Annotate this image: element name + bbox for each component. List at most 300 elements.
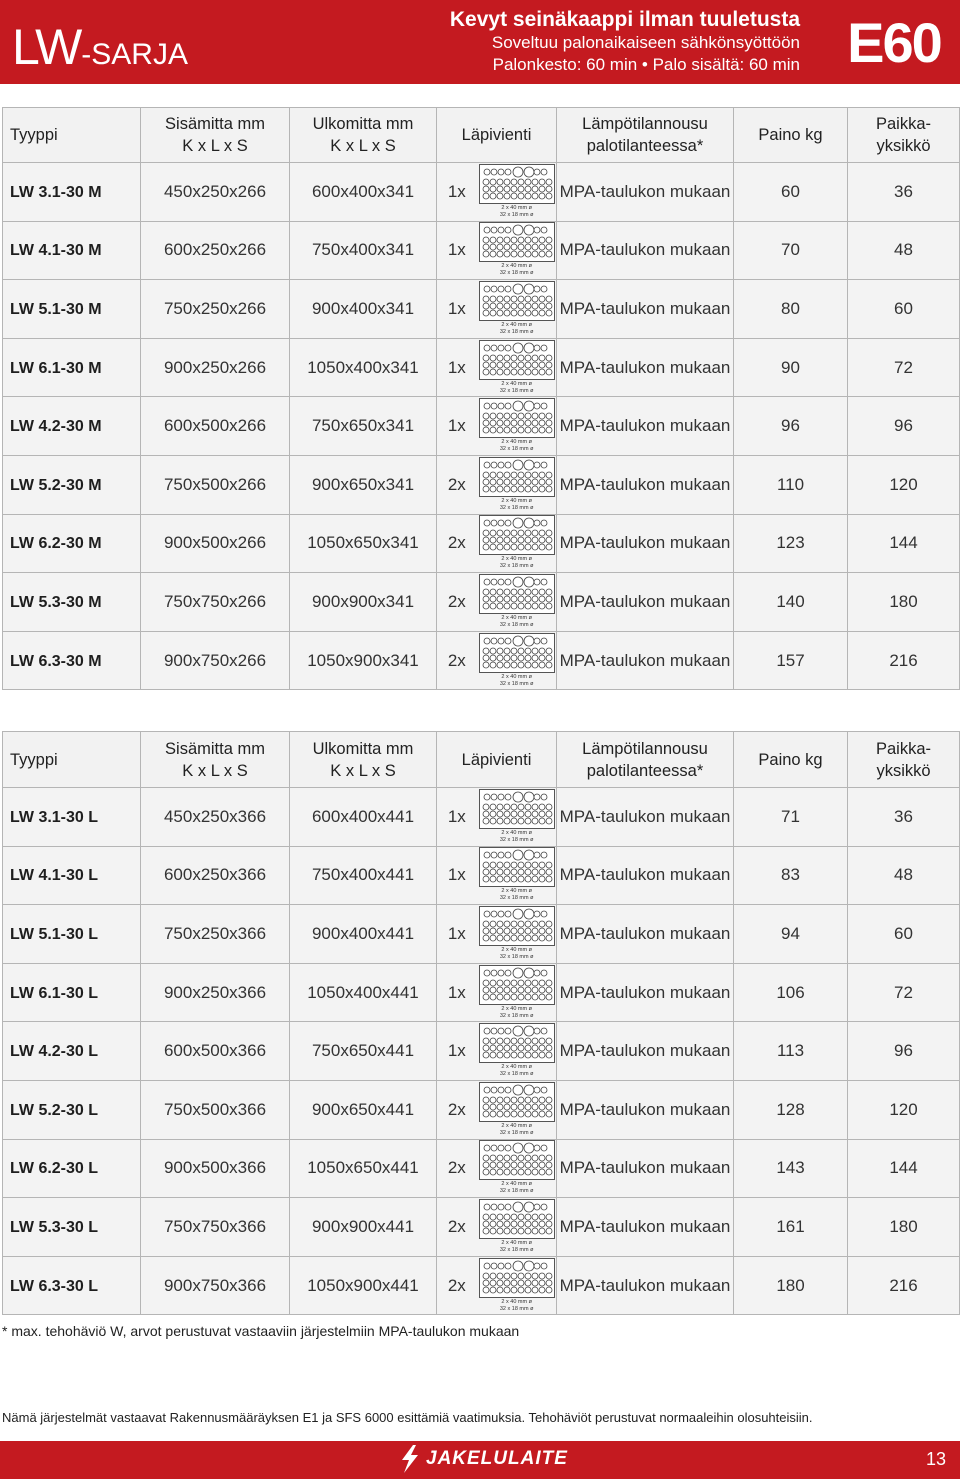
table-row xyxy=(3,846,960,905)
cell-type xyxy=(3,905,141,964)
lapivienti-wrap xyxy=(437,1258,556,1314)
lapivienti-count: 2x xyxy=(447,1275,466,1295)
lapivienti-wrap xyxy=(437,164,556,220)
lapivienti-count: 1x xyxy=(447,806,466,826)
lapivienti-wrap xyxy=(437,633,556,689)
cable-entry-plate-icon xyxy=(479,281,555,321)
plate-label-large: 2 x 40 mm ø xyxy=(501,497,532,504)
plate-label-large: 2 x 40 mm ø xyxy=(501,1122,532,1129)
cell-weight: 70 xyxy=(734,221,848,280)
cell-weight: 143 xyxy=(734,1139,848,1198)
cell-inner-dimensions: 750x750x266 xyxy=(141,573,290,632)
cell-unit-count: 120 xyxy=(848,455,960,514)
type-code: LW 3.1-30 L xyxy=(10,808,99,826)
cell-temperature-rise: MPA-taulukon mukaan xyxy=(557,455,734,514)
cell-temperature-rise: MPA-taulukon mukaan xyxy=(557,631,734,690)
plate-label-large: 2 x 40 mm ø xyxy=(501,888,532,895)
cable-entry-plate xyxy=(477,398,556,454)
plate-label-small: 32 x 18 mm ø xyxy=(499,446,534,453)
lapivienti-count: 2x xyxy=(447,591,466,611)
cell-type xyxy=(3,1256,141,1315)
cell-inner-dimensions: 900x250x266 xyxy=(141,338,290,397)
table-row xyxy=(3,455,960,514)
table-row xyxy=(3,1139,960,1198)
product-heading: Kevyt seinäkaappi ilman tuuletusta xyxy=(449,8,800,31)
col-outer-unit: K x L x S xyxy=(330,761,396,780)
cable-entry-plate-icon xyxy=(479,515,555,555)
lapivienti-count: 1x xyxy=(447,865,466,885)
table-row xyxy=(3,1022,960,1081)
lapivienti-wrap xyxy=(437,457,556,513)
cell-temperature-rise: MPA-taulukon mukaan xyxy=(557,963,734,1022)
cable-entry-plate xyxy=(477,281,556,337)
class-block xyxy=(828,0,960,84)
col-weight-label: Paino kg xyxy=(758,750,823,769)
plate-label-small: 32 x 18 mm ø xyxy=(499,680,534,687)
lapivienti-count: 1x xyxy=(447,982,466,1002)
cell-outer-dimensions: 900x650x341 xyxy=(290,455,437,514)
cell-weight: 140 xyxy=(734,573,848,632)
type-code: LW 6.1-30 L xyxy=(10,984,99,1002)
cell-inner-dimensions: 900x250x366 xyxy=(141,963,290,1022)
cell-lapivienti xyxy=(437,455,557,514)
cell-temperature-rise: MPA-taulukon mukaan xyxy=(557,280,734,339)
spec-table-m xyxy=(2,107,960,690)
plate-label-small: 32 x 18 mm ø xyxy=(499,1246,534,1253)
col-unit-label: Paikka- xyxy=(875,739,932,758)
plate-label-small: 32 x 18 mm ø xyxy=(499,504,534,511)
cell-outer-dimensions: 600x400x441 xyxy=(290,788,437,847)
cell-lapivienti xyxy=(437,280,557,339)
type-code: LW 5.2-30 M xyxy=(10,476,102,494)
col-inner-unit: K x L x S xyxy=(182,761,248,780)
plate-label-small: 32 x 18 mm ø xyxy=(499,895,534,902)
plate-label-small: 32 x 18 mm ø xyxy=(499,270,534,277)
plate-label-large: 2 x 40 mm ø xyxy=(501,439,532,446)
lapivienti-wrap xyxy=(437,965,556,1021)
cell-type xyxy=(3,455,141,514)
type-code: LW 5.3-30 M xyxy=(10,593,102,611)
cable-entry-plate xyxy=(477,457,556,513)
cell-outer-dimensions: 900x900x441 xyxy=(290,1198,437,1257)
plate-label-small: 32 x 18 mm ø xyxy=(499,211,534,218)
cell-unit-count: 60 xyxy=(848,905,960,964)
lapivienti-wrap xyxy=(437,1199,556,1255)
cell-temperature-rise: MPA-taulukon mukaan xyxy=(557,163,734,222)
plate-label-large: 2 x 40 mm ø xyxy=(501,829,532,836)
logo-text: JAKELULAITE xyxy=(426,1448,568,1469)
table-note: * max. tehohäviö W, arvot perustuvat vastaaviin järjestelmiin MPA-taulukon mukaan xyxy=(2,1323,520,1339)
cell-inner-dimensions: 900x750x266 xyxy=(141,631,290,690)
plate-label-large: 2 x 40 mm ø xyxy=(501,1005,532,1012)
product-subtitle-2: Palonkesto: 60 min • Palo sisältä: 60 min xyxy=(492,55,800,74)
cell-inner-dimensions: 900x750x366 xyxy=(141,1256,290,1315)
cell-temperature-rise: MPA-taulukon mukaan xyxy=(557,1080,734,1139)
cell-inner-dimensions: 750x250x266 xyxy=(141,280,290,339)
company-logo xyxy=(398,1445,568,1473)
lapivienti-count: 1x xyxy=(447,1041,466,1061)
cell-inner-dimensions: 750x500x266 xyxy=(141,455,290,514)
cell-temperature-rise: MPA-taulukon mukaan xyxy=(557,573,734,632)
col-outer-label: Ulkomitta mm xyxy=(312,115,414,133)
cable-entry-plate-icon xyxy=(479,789,555,829)
table-row xyxy=(3,573,960,632)
table-row xyxy=(3,514,960,573)
cell-weight: 113 xyxy=(734,1022,848,1081)
cable-entry-plate xyxy=(477,965,556,1021)
cell-type xyxy=(3,846,141,905)
cable-entry-plate xyxy=(477,164,556,220)
lapivienti-count: 2x xyxy=(447,533,466,553)
cable-entry-plate xyxy=(477,222,556,278)
cell-lapivienti xyxy=(437,397,557,456)
plate-label-large: 2 x 40 mm ø xyxy=(501,1239,532,1246)
col-temp-label-2: palotilanteessa* xyxy=(586,761,704,780)
table-row xyxy=(3,963,960,1022)
type-code: LW 5.2-30 L xyxy=(10,1101,99,1119)
series-title xyxy=(12,18,188,76)
cable-entry-plate-icon xyxy=(479,340,555,380)
plate-label-large: 2 x 40 mm ø xyxy=(501,263,532,270)
cable-entry-plate-icon xyxy=(479,906,555,946)
table-row xyxy=(3,163,960,222)
cell-unit-count: 72 xyxy=(848,338,960,397)
cell-inner-dimensions: 600x500x366 xyxy=(141,1022,290,1081)
lightning-logo-icon xyxy=(398,1445,422,1473)
cell-unit-count: 96 xyxy=(848,1022,960,1081)
cell-lapivienti xyxy=(437,514,557,573)
cell-temperature-rise: MPA-taulukon mukaan xyxy=(557,1198,734,1257)
cell-outer-dimensions: 1050x900x341 xyxy=(290,631,437,690)
cell-type xyxy=(3,514,141,573)
lapivienti-count: 2x xyxy=(447,650,466,670)
series-name: LW xyxy=(12,19,82,75)
cable-entry-plate xyxy=(477,515,556,571)
col-type xyxy=(3,108,141,163)
cable-entry-plate xyxy=(477,906,556,962)
brand-block xyxy=(0,0,426,84)
cell-unit-count: 36 xyxy=(848,163,960,222)
col-type xyxy=(3,732,141,788)
cable-entry-plate-icon xyxy=(479,1023,555,1063)
cell-temperature-rise: MPA-taulukon mukaan xyxy=(557,338,734,397)
cell-unit-count: 216 xyxy=(848,631,960,690)
cell-outer-dimensions: 1050x400x441 xyxy=(290,963,437,1022)
lapivienti-wrap xyxy=(437,1082,556,1138)
lapivienti-count: 2x xyxy=(447,1099,466,1119)
title-block xyxy=(426,0,828,84)
lapivienti-wrap xyxy=(437,340,556,396)
cell-temperature-rise: MPA-taulukon mukaan xyxy=(557,514,734,573)
cable-entry-plate-icon xyxy=(479,574,555,614)
table-row xyxy=(3,788,960,847)
cable-entry-plate xyxy=(477,1023,556,1079)
plate-label-small: 32 x 18 mm ø xyxy=(499,836,534,843)
col-type-label: Tyyppi xyxy=(10,750,58,769)
cell-outer-dimensions: 1050x650x441 xyxy=(290,1139,437,1198)
plate-label-large: 2 x 40 mm ø xyxy=(501,1064,532,1071)
cell-lapivienti xyxy=(437,1256,557,1315)
cell-weight: 90 xyxy=(734,338,848,397)
cell-unit-count: 180 xyxy=(848,1198,960,1257)
cell-weight: 123 xyxy=(734,514,848,573)
cell-type xyxy=(3,1022,141,1081)
compliance-note: Nämä järjestelmät vastaavat Rakennusmääräyksen E1 ja SFS 6000 esittämiä vaatimuksia. Tehohäviöt perustuvat normaaleihin olosuhteisiin. xyxy=(2,1410,813,1425)
cell-type xyxy=(3,280,141,339)
cell-weight: 157 xyxy=(734,631,848,690)
cell-lapivienti xyxy=(437,1080,557,1139)
cell-inner-dimensions: 900x500x266 xyxy=(141,514,290,573)
plate-label-large: 2 x 40 mm ø xyxy=(501,614,532,621)
cell-type xyxy=(3,788,141,847)
type-code: LW 6.2-30 M xyxy=(10,535,102,553)
col-outer-label: Ulkomitta mm xyxy=(312,739,414,758)
cell-temperature-rise: MPA-taulukon mukaan xyxy=(557,221,734,280)
cable-entry-plate xyxy=(477,633,556,689)
cell-weight: 110 xyxy=(734,455,848,514)
cell-lapivienti xyxy=(437,788,557,847)
page-footer xyxy=(0,1441,960,1479)
table-row xyxy=(3,1256,960,1315)
col-weight xyxy=(734,732,848,788)
table-row xyxy=(3,221,960,280)
cell-weight: 71 xyxy=(734,788,848,847)
cell-lapivienti xyxy=(437,631,557,690)
cable-entry-plate xyxy=(477,1140,556,1196)
cable-entry-plate xyxy=(477,340,556,396)
cable-entry-plate xyxy=(477,1258,556,1314)
cable-entry-plate xyxy=(477,1082,556,1138)
lapivienti-count: 2x xyxy=(447,1216,466,1236)
series-suffix: -SARJA xyxy=(81,38,188,71)
lapivienti-wrap xyxy=(437,398,556,454)
col-inner xyxy=(141,108,290,163)
lapivienti-wrap xyxy=(437,1023,556,1079)
cell-temperature-rise: MPA-taulukon mukaan xyxy=(557,1022,734,1081)
cell-outer-dimensions: 750x650x341 xyxy=(290,397,437,456)
cell-inner-dimensions: 750x250x366 xyxy=(141,905,290,964)
plate-label-small: 32 x 18 mm ø xyxy=(499,1188,534,1195)
col-temp-label: Lämpötilannousu xyxy=(582,115,708,133)
cable-entry-plate-icon xyxy=(479,1082,555,1122)
col-inner-label: Sisämitta mm xyxy=(165,115,265,133)
plate-label-small: 32 x 18 mm ø xyxy=(499,328,534,335)
cell-type xyxy=(3,221,141,280)
table-row xyxy=(3,631,960,690)
header-row xyxy=(3,108,960,163)
plate-label-small: 32 x 18 mm ø xyxy=(499,1012,534,1019)
lapivienti-count: 2x xyxy=(447,474,466,494)
lapivienti-wrap xyxy=(437,515,556,571)
plate-label-small: 32 x 18 mm ø xyxy=(499,1129,534,1136)
lapivienti-wrap xyxy=(437,906,556,962)
col-temp-label: Lämpötilannousu xyxy=(582,739,708,758)
type-code: LW 6.1-30 M xyxy=(10,359,102,377)
cell-lapivienti xyxy=(437,1198,557,1257)
cell-outer-dimensions: 900x400x341 xyxy=(290,280,437,339)
type-code: LW 4.2-30 L xyxy=(10,1043,99,1061)
lapivienti-wrap xyxy=(437,281,556,337)
cell-unit-count: 36 xyxy=(848,788,960,847)
cell-outer-dimensions: 1050x400x341 xyxy=(290,338,437,397)
type-code: LW 6.3-30 L xyxy=(10,1277,99,1295)
plate-label-large: 2 x 40 mm ø xyxy=(501,673,532,680)
col-unit xyxy=(848,732,960,788)
product-subtitle-1: Soveltuu palonaikaiseen sähkönsyöttöön xyxy=(491,33,800,52)
cell-outer-dimensions: 900x650x441 xyxy=(290,1080,437,1139)
lapivienti-count: 1x xyxy=(447,240,466,260)
cell-unit-count: 48 xyxy=(848,846,960,905)
table-row xyxy=(3,1198,960,1257)
cable-entry-plate-icon xyxy=(479,398,555,438)
type-code: LW 4.2-30 M xyxy=(10,418,102,436)
cell-temperature-rise: MPA-taulukon mukaan xyxy=(557,905,734,964)
cell-lapivienti xyxy=(437,846,557,905)
plate-label-large: 2 x 40 mm ø xyxy=(501,1298,532,1305)
cell-inner-dimensions: 750x750x366 xyxy=(141,1198,290,1257)
col-lapivienti-label: Läpivienti xyxy=(461,750,532,769)
cell-type xyxy=(3,397,141,456)
col-weight-label: Paino kg xyxy=(758,126,823,144)
cell-weight: 94 xyxy=(734,905,848,964)
col-outer xyxy=(290,732,437,788)
cell-weight: 80 xyxy=(734,280,848,339)
cell-outer-dimensions: 900x400x441 xyxy=(290,905,437,964)
fire-class-code: E60 xyxy=(847,10,941,74)
col-unit-label-2: yksikkö xyxy=(876,761,931,780)
cable-entry-plate-icon xyxy=(479,222,555,262)
type-code: LW 3.1-30 M xyxy=(10,183,102,201)
col-unit-label-2: yksikkö xyxy=(876,137,931,155)
type-code: LW 6.2-30 L xyxy=(10,1160,99,1178)
cable-entry-plate-icon xyxy=(479,1140,555,1180)
cable-entry-plate xyxy=(477,574,556,630)
cable-entry-plate xyxy=(477,1199,556,1255)
type-code: LW 5.1-30 L xyxy=(10,925,99,943)
cell-unit-count: 144 xyxy=(848,514,960,573)
cell-type xyxy=(3,573,141,632)
col-temp xyxy=(557,108,734,163)
col-unit xyxy=(848,108,960,163)
cell-type xyxy=(3,631,141,690)
page-header xyxy=(0,0,960,84)
lapivienti-wrap xyxy=(437,789,556,845)
cell-outer-dimensions: 1050x900x441 xyxy=(290,1256,437,1315)
cell-unit-count: 216 xyxy=(848,1256,960,1315)
col-outer-unit: K x L x S xyxy=(330,137,396,155)
col-unit-label: Paikka- xyxy=(875,115,932,133)
cell-outer-dimensions: 750x400x341 xyxy=(290,221,437,280)
plate-label-small: 32 x 18 mm ø xyxy=(499,1305,534,1312)
type-code: LW 6.3-30 M xyxy=(10,652,102,670)
table-row xyxy=(3,338,960,397)
col-type-label: Tyyppi xyxy=(10,126,58,144)
table-row xyxy=(3,1080,960,1139)
cell-weight: 83 xyxy=(734,846,848,905)
cell-lapivienti xyxy=(437,1022,557,1081)
cell-temperature-rise: MPA-taulukon mukaan xyxy=(557,1139,734,1198)
spec-table-l xyxy=(2,731,960,1315)
cell-temperature-rise: MPA-taulukon mukaan xyxy=(557,1256,734,1315)
cable-entry-plate xyxy=(477,789,556,845)
plate-label-large: 2 x 40 mm ø xyxy=(501,321,532,328)
plate-label-large: 2 x 40 mm ø xyxy=(501,380,532,387)
plate-label-small: 32 x 18 mm ø xyxy=(499,953,534,960)
cell-temperature-rise: MPA-taulukon mukaan xyxy=(557,397,734,456)
plate-label-large: 2 x 40 mm ø xyxy=(501,946,532,953)
lapivienti-count: 1x xyxy=(447,923,466,943)
cell-type xyxy=(3,163,141,222)
header-row xyxy=(3,732,960,788)
cable-entry-plate-icon xyxy=(479,633,555,673)
cable-entry-plate xyxy=(477,847,556,903)
plate-label-large: 2 x 40 mm ø xyxy=(501,1181,532,1188)
cell-weight: 106 xyxy=(734,963,848,1022)
lapivienti-count: 1x xyxy=(447,181,466,201)
lapivienti-count: 1x xyxy=(447,357,466,377)
type-code: LW 4.1-30 M xyxy=(10,242,102,260)
lapivienti-count: 2x xyxy=(447,1158,466,1178)
lapivienti-wrap xyxy=(437,847,556,903)
cell-lapivienti xyxy=(437,163,557,222)
cell-lapivienti xyxy=(437,221,557,280)
cell-inner-dimensions: 450x250x366 xyxy=(141,788,290,847)
cell-temperature-rise: MPA-taulukon mukaan xyxy=(557,788,734,847)
cell-outer-dimensions: 1050x650x341 xyxy=(290,514,437,573)
cell-unit-count: 48 xyxy=(848,221,960,280)
col-temp-label-2: palotilanteessa* xyxy=(586,137,704,155)
cell-inner-dimensions: 600x250x266 xyxy=(141,221,290,280)
plate-label-small: 32 x 18 mm ø xyxy=(499,387,534,394)
cell-weight: 180 xyxy=(734,1256,848,1315)
cell-inner-dimensions: 600x250x366 xyxy=(141,846,290,905)
cell-lapivienti xyxy=(437,905,557,964)
col-weight xyxy=(734,108,848,163)
col-outer xyxy=(290,108,437,163)
cell-inner-dimensions: 900x500x366 xyxy=(141,1139,290,1198)
cell-lapivienti xyxy=(437,338,557,397)
cell-inner-dimensions: 750x500x366 xyxy=(141,1080,290,1139)
plate-label-small: 32 x 18 mm ø xyxy=(499,563,534,570)
cell-type xyxy=(3,1198,141,1257)
cell-type xyxy=(3,1139,141,1198)
cell-temperature-rise: MPA-taulukon mukaan xyxy=(557,846,734,905)
cell-inner-dimensions: 450x250x266 xyxy=(141,163,290,222)
plate-label-large: 2 x 40 mm ø xyxy=(501,204,532,211)
cable-entry-plate-icon xyxy=(479,457,555,497)
cell-unit-count: 96 xyxy=(848,397,960,456)
cell-type xyxy=(3,963,141,1022)
cell-type xyxy=(3,338,141,397)
cell-lapivienti xyxy=(437,963,557,1022)
plate-label-small: 32 x 18 mm ø xyxy=(499,1071,534,1078)
cell-outer-dimensions: 750x400x441 xyxy=(290,846,437,905)
cable-entry-plate-icon xyxy=(479,164,555,204)
cell-weight: 96 xyxy=(734,397,848,456)
cell-unit-count: 72 xyxy=(848,963,960,1022)
col-lapivienti-label: Läpivienti xyxy=(461,126,532,144)
cell-outer-dimensions: 900x900x341 xyxy=(290,573,437,632)
lapivienti-wrap xyxy=(437,222,556,278)
cable-entry-plate-icon xyxy=(479,965,555,1005)
cell-lapivienti xyxy=(437,573,557,632)
product-title xyxy=(450,8,800,76)
cable-entry-plate-icon xyxy=(479,847,555,887)
col-lapivienti xyxy=(437,732,557,788)
col-inner xyxy=(141,732,290,788)
lapivienti-count: 1x xyxy=(447,298,466,318)
cell-outer-dimensions: 750x650x441 xyxy=(290,1022,437,1081)
